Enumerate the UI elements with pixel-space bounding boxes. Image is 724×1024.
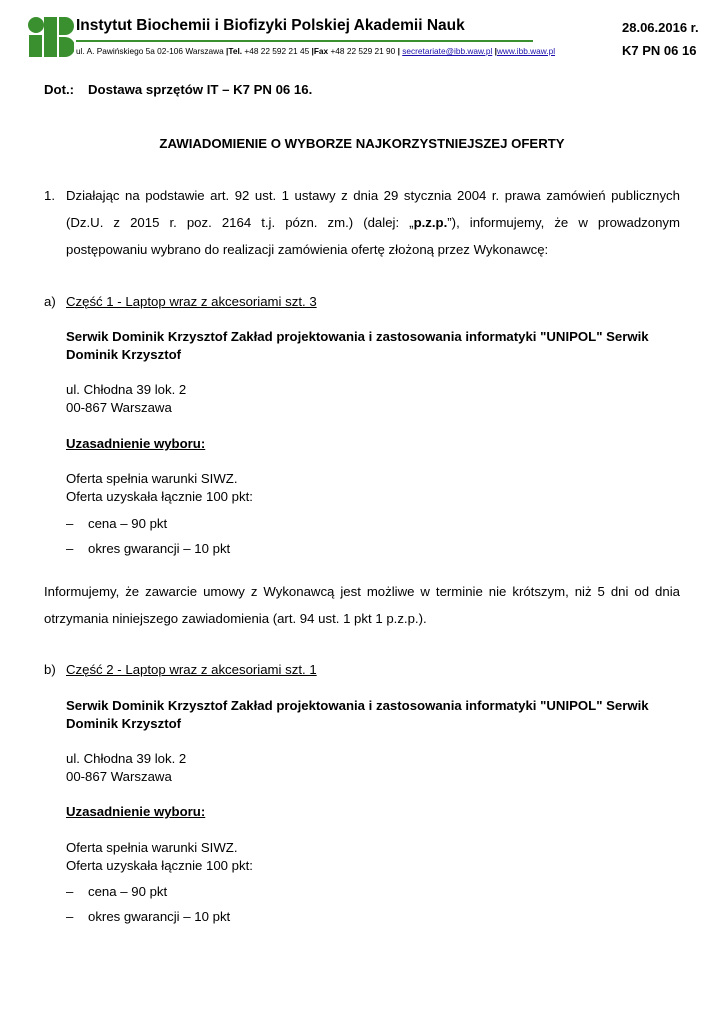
address: ul. A. Pawińskiego 5a 02-106 Warszawa [76, 46, 224, 56]
tel-label: Tel. [228, 46, 243, 56]
part-a-letter: a) [44, 294, 56, 309]
document-date: 28.06.2016 r. [622, 20, 699, 35]
point1-line1: Działając na podstawie art. 92 ust. 1 ustawy z dnia 29 stycznia 2004 r. prawa zamówień publicznych [66, 188, 680, 203]
part-a-company-line1: Serwik Dominik Krzysztof Zakład projektowania i zastosowania informatyki "UNIPOL" Serwik [66, 329, 649, 344]
institute-name: Instytut Biochemii i Biofizyki Polskiej Akademii Nauk [76, 17, 465, 34]
fax-number: +48 22 529 21 90 [330, 46, 396, 56]
subject-text: Dostawa sprzętów IT – K7 PN 06 16. [88, 82, 313, 97]
part-b-company-line1: Serwik Dominik Krzysztof Zakład projektowania i zastosowania informatyki "UNIPOL" Serwik [66, 698, 649, 713]
part-a-points: Oferta uzyskała łącznie 100 pkt: [66, 489, 253, 504]
part-b-siwz: Oferta spełnia warunki SIWZ. [66, 840, 238, 855]
part-b-points: Oferta uzyskała łącznie 100 pkt: [66, 858, 253, 873]
point-number: 1. [44, 188, 55, 203]
subject-label: Dot.: [44, 82, 75, 97]
part-b-company-line2: Dominik Krzysztof [66, 716, 182, 731]
bullet-dash: – [66, 516, 74, 531]
part-a-bullet-price: – cena – 90 pkt [66, 516, 168, 531]
part-a-city: 00-867 Warszawa [66, 400, 172, 415]
part-b-bullet-warranty: – okres gwarancji – 10 pkt [66, 909, 231, 924]
point1-line3: postępowaniu wybrano do realizacji zamówienia ofertę złożoną przez Wykonawcę: [66, 242, 549, 257]
part-a-company-line2: Dominik Krzysztof [66, 347, 182, 362]
part-a-title: Część 1 - Laptop wraz z akcesoriami szt. 3 [66, 294, 317, 309]
tel-number: +48 22 592 21 45 [244, 46, 310, 56]
fax-label: Fax [313, 46, 329, 56]
info-line1: Informujemy, że zawarcie umowy z Wykonawcą jest możliwe w terminie nie krótszym, niż 5 dni od dnia [44, 584, 680, 599]
part-b-letter: b) [44, 662, 56, 677]
ibb-logo-icon [28, 16, 74, 58]
part-b-city: 00-867 Warszawa [66, 769, 172, 784]
document-reference: K7 PN 06 16 [622, 43, 697, 58]
part-a-street: ul. Chłodna 39 lok. 2 [66, 382, 187, 397]
part-b-justification-heading: Uzasadnienie wyboru: [66, 804, 206, 819]
part-b-title: Część 2 - Laptop wraz z akcesoriami szt. 1 [66, 662, 317, 677]
part-b-street: ul. Chłodna 39 lok. 2 [66, 751, 187, 766]
header-divider [76, 40, 533, 42]
part-a-justification-heading: Uzasadnienie wyboru: [66, 436, 206, 451]
email-link[interactable]: secretariate@ibb.waw.pl [402, 46, 493, 56]
contact-line: ul. A. Pawińskiego 5a 02-106 Warszawa |Tel. +48 22 592 21 45 |Fax +48 22 529 21 90 | secretariate@ibb.waw.pl |www.ibb.waw.pl [76, 46, 556, 56]
part-b-bullet-price: – cena – 90 pkt [66, 884, 168, 899]
part-a-siwz: Oferta spełnia warunki SIWZ. [66, 471, 238, 486]
bullet-dash: – [66, 884, 74, 899]
bullet-dash: – [66, 909, 74, 924]
bullet-dash: – [66, 541, 74, 556]
www-link[interactable]: www.ibb.waw.pl [496, 46, 556, 56]
page-title: ZAWIADOMIENIE O WYBORZE NAJKORZYSTNIEJSZEJ OFERTY [159, 136, 565, 151]
part-a-bullet-warranty: – okres gwarancji – 10 pkt [66, 541, 231, 556]
info-line2: otrzymania niniejszego zawiadomienia (art. 94 ust. 1 pkt 1 p.z.p.). [44, 611, 427, 626]
point1-line2: (Dz.U. z 2015 r. poz. 2164 t.j. pózn. zm.) (dalej: „p.z.p.”), informujemy, że w prowadzonym [66, 215, 680, 230]
